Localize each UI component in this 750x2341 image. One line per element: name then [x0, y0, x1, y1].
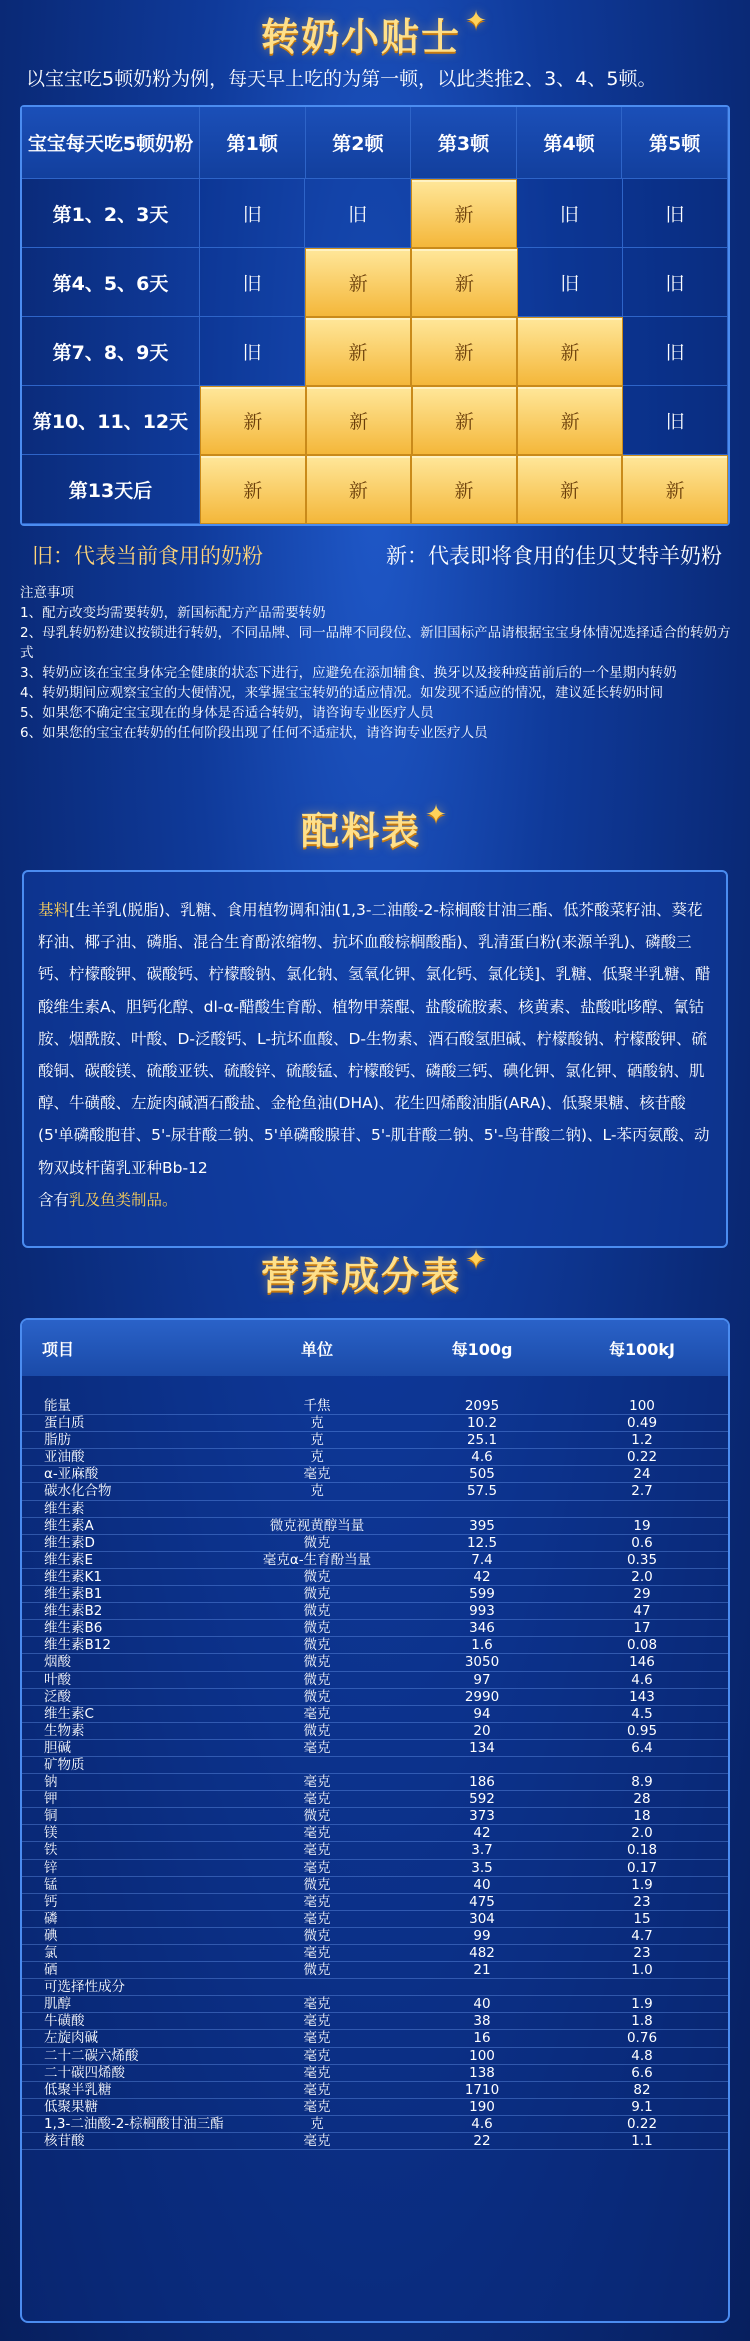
- nutrient-name: 钾: [44, 1791, 58, 1808]
- per-100g-value: 100: [469, 2047, 495, 2064]
- schedule-day-label: 第13天后: [22, 455, 200, 524]
- nutrient-name: 泛酸: [44, 1688, 71, 1705]
- per-100kj-value: 0.49: [626, 1415, 658, 1432]
- nutrient-unit: 微克视黄醇当量: [269, 1517, 365, 1534]
- per-100kj-value: 23: [633, 1945, 651, 1961]
- nutrition-row: [22, 1945, 728, 1962]
- per-100g-value: 3050: [464, 1654, 500, 1671]
- per-100g-value: 138: [469, 2064, 495, 2081]
- nutrient-name: 蛋白质: [44, 1415, 85, 1432]
- per-100g-value: 20: [473, 1722, 491, 1739]
- sparkle-icon: ✦: [425, 800, 449, 830]
- per-100kj-value: 4.8: [631, 2047, 653, 2064]
- nutrient-unit: 毫克: [303, 2098, 331, 2115]
- nutrient-unit: 微克: [303, 1876, 331, 1893]
- schedule-row: [22, 455, 728, 524]
- per-100kj-value: 8.9: [631, 1774, 653, 1791]
- note-item: 3、转奶应该在宝宝身体完全健康的状态下进行，应避免在添加辅食、换牙以及接种疫苗前后的一个星期内转奶: [20, 665, 677, 681]
- nutrition-section-row: [22, 1757, 728, 1774]
- per-100g-value: 134: [469, 1739, 495, 1756]
- nutrient-unit: [232, 1979, 402, 1995]
- per-100kj-value: 0.08: [626, 1637, 658, 1654]
- schedule-row: [22, 248, 728, 317]
- schedule-legend: [32, 540, 722, 570]
- nutrient-name: 铁: [44, 1842, 58, 1859]
- nutrient-unit: 毫克: [303, 1774, 331, 1791]
- per-100kj-value: 23: [633, 1893, 651, 1910]
- nutrient-unit: 微克: [303, 1586, 331, 1603]
- per-100kj-value: 9.1: [631, 2098, 653, 2115]
- per-100kj-value: 4.6: [631, 1671, 653, 1688]
- nutrient-unit: 微克: [303, 1671, 331, 1688]
- nutrient-unit: 克: [310, 1432, 324, 1449]
- tips-intro: 以宝宝吃5顿奶粉为例，每天早上吃的为第一顿，以此类推2、3、4、5顿。: [26, 68, 657, 90]
- nutrition-row: [22, 1928, 728, 1945]
- nutrient-name: 1,3-二油酸-2-棕榈酸甘油三酯: [44, 2115, 224, 2132]
- nutrition-row: [22, 2013, 728, 2030]
- schedule-row: [22, 179, 728, 248]
- nutrient-name: 氯: [44, 1945, 58, 1961]
- per-100g-value: 22: [473, 2133, 491, 2150]
- nutrient-name: 脂肪: [44, 1432, 71, 1449]
- nutrition-row: [22, 1689, 728, 1706]
- schedule-cell-new: 新: [305, 248, 411, 317]
- nutrient-name: 可选择性成分: [44, 1979, 125, 1996]
- nutrition-row: [22, 1398, 728, 1415]
- nutrient-unit: 毫克: [303, 2047, 331, 2064]
- per-100g-value: 3.5: [471, 1859, 493, 1876]
- legend-old: 旧：代表当前食用的奶粉: [32, 544, 263, 568]
- per-100kj-value: 0.6: [631, 1534, 653, 1551]
- per-100g-value: 190: [469, 2098, 495, 2115]
- per-100kj-value: 6.6: [631, 2064, 653, 2081]
- nutrient-name: 磷: [44, 1910, 58, 1927]
- nutrient-unit: 微克: [303, 1534, 331, 1551]
- nutrition-body: [22, 1376, 728, 2150]
- per-100g-value: 475: [469, 1893, 495, 1910]
- nutrient-name: 锰: [44, 1876, 58, 1893]
- note-item: 1、配方改变均需要转奶，新国标配方产品需要转奶: [20, 605, 326, 621]
- per-100g-value: 4.6: [471, 1449, 493, 1466]
- nutrition-row: [22, 1569, 728, 1586]
- legend-new: 新：代表即将食用的佳贝艾特羊奶粉: [386, 544, 722, 568]
- nutrient-unit: 毫克: [303, 1842, 331, 1859]
- nutrition-row: [22, 1518, 728, 1535]
- nutrient-name: 钠: [44, 1774, 58, 1791]
- meal-header: 第5顿: [622, 107, 728, 179]
- per-100kj-value: 1.9: [631, 1876, 653, 1893]
- per-100g-value: 38: [473, 2013, 491, 2030]
- per-100g-value: [402, 1501, 562, 1517]
- nutrient-name: 肌醇: [44, 1996, 71, 2013]
- nutrient-unit: 微克: [303, 1962, 331, 1979]
- per-100g-value: 599: [469, 1586, 495, 1603]
- per-100g-value: 395: [469, 1517, 495, 1534]
- nutrient-name: 碘: [44, 1927, 58, 1944]
- per-100kj-value: 4.7: [631, 1927, 653, 1944]
- schedule-cell-new: 新: [306, 455, 412, 524]
- per-100kj-value: 29: [633, 1586, 651, 1603]
- nutrition-row: [22, 1466, 728, 1483]
- schedule-cell-new: 新: [305, 317, 411, 386]
- nutrient-name: 低聚果糖: [44, 2098, 98, 2115]
- tips-title: 转奶小贴士 ✦: [261, 6, 489, 59]
- nutrient-name: 亚油酸: [44, 1449, 85, 1466]
- nutrient-name: 能量: [44, 1398, 71, 1414]
- nutrition-row: [22, 1535, 728, 1552]
- per-100g-value: 21: [473, 1962, 491, 1979]
- transition-schedule-table: [20, 105, 730, 526]
- nutrition-row: [22, 1894, 728, 1911]
- nutrition-row: [22, 1740, 728, 1757]
- ingredients-contains-text: 乳及鱼类制品。: [69, 1190, 178, 1209]
- per-100kj-value: 28: [633, 1791, 651, 1808]
- nutrient-name: 铜: [44, 1808, 58, 1825]
- nutrient-name: 钙: [44, 1893, 58, 1910]
- per-100g-value: 42: [473, 1825, 491, 1842]
- schedule-cell-old: 旧: [623, 248, 728, 317]
- meal-header: 第2顿: [306, 107, 412, 179]
- nutrient-name: 维生素B2: [44, 1603, 103, 1620]
- nutrient-name: 维生素A: [44, 1517, 94, 1534]
- per-100kj-value: 2.0: [631, 1825, 653, 1842]
- nutrient-unit: 微克: [303, 1654, 331, 1671]
- per-100g-value: 10.2: [466, 1415, 498, 1432]
- note-item: 5、如果您不确定宝宝现在的身体是否适合转奶，请咨询专业医疗人员: [20, 705, 434, 721]
- nutrition-row: [22, 2116, 728, 2133]
- per-100kj-value: 0.35: [626, 1551, 658, 1568]
- nutrient-name: 烟酸: [44, 1654, 71, 1671]
- nutrition-row: [22, 1432, 728, 1449]
- nutrition-row: [22, 2030, 728, 2047]
- nutrient-unit: 毫克α-生育酚当量: [262, 1551, 372, 1568]
- per-100kj-value: [562, 1757, 722, 1773]
- per-100g-value: 2990: [464, 1688, 500, 1705]
- nutrition-row: [22, 1808, 728, 1825]
- nutrition-row: [22, 2133, 728, 2150]
- nutrient-unit: 微克: [303, 1637, 331, 1654]
- nutrient-name: 核苷酸: [44, 2133, 85, 2150]
- col-header-per100kj: 每100kJ: [609, 1339, 675, 1359]
- per-100kj-value: 0.76: [626, 2030, 658, 2047]
- col-header-item: 项目: [42, 1339, 75, 1359]
- per-100kj-value: 0.22: [626, 2115, 658, 2132]
- schedule-cell-new: 新: [411, 248, 517, 317]
- nutrition-row: [22, 2065, 728, 2082]
- nutrition-row: [22, 1911, 728, 1928]
- per-100g-value: [402, 1757, 562, 1773]
- nutrient-name: 锌: [44, 1859, 58, 1876]
- nutrient-unit: 微克: [303, 1568, 331, 1585]
- schedule-cell-old: 旧: [200, 179, 305, 248]
- per-100kj-value: 6.4: [631, 1739, 653, 1756]
- schedule-cell-new: 新: [200, 386, 306, 455]
- nutrient-unit: 毫克: [303, 1791, 331, 1808]
- per-100g-value: 1710: [464, 2081, 500, 2098]
- meal-header: 第1顿: [200, 107, 306, 179]
- nutrient-name: 硒: [44, 1962, 58, 1979]
- nutrient-name: 镁: [44, 1825, 58, 1842]
- nutrient-name: 二十碳四烯酸: [44, 2064, 125, 2081]
- per-100kj-value: 143: [629, 1688, 655, 1705]
- schedule-header-row: [22, 107, 728, 179]
- per-100g-value: 592: [469, 1791, 495, 1808]
- sparkle-icon: ✦: [465, 1245, 489, 1275]
- nutrition-row: [22, 1962, 728, 1979]
- nutrient-name: 矿物质: [44, 1756, 85, 1773]
- nutrient-unit: 微克: [303, 1603, 331, 1620]
- schedule-cell-old: 旧: [200, 317, 305, 386]
- nutrient-unit: 毫克: [303, 1945, 331, 1961]
- per-100g-value: 99: [473, 1927, 491, 1944]
- schedule-cell-new: 新: [200, 455, 306, 524]
- nutrition-row: [22, 1552, 728, 1569]
- schedule-day-label: 第10、11、12天: [22, 386, 200, 455]
- nutrition-row: [22, 1483, 728, 1500]
- nutrition-header-row: [22, 1320, 728, 1376]
- nutrition-row: [22, 1449, 728, 1466]
- notes-heading: 注意事项: [20, 585, 74, 601]
- nutrient-name: 低聚半乳糖: [44, 2081, 112, 2098]
- schedule-cell-new: 新: [306, 386, 412, 455]
- transition-notes: [20, 583, 732, 743]
- nutrient-name: 生物素: [44, 1722, 85, 1739]
- per-100g-value: 993: [469, 1603, 495, 1620]
- schedule-row: [22, 386, 728, 455]
- col-header-per100g: 每100g: [451, 1339, 513, 1359]
- nutrient-name: 左旋肉碱: [44, 2030, 98, 2047]
- nutrition-row: [22, 1825, 728, 1842]
- nutrition-row: [22, 1603, 728, 1620]
- per-100kj-value: 0.17: [626, 1859, 658, 1876]
- per-100kj-value: 1.0: [631, 1962, 653, 1979]
- per-100kj-value: 15: [633, 1910, 651, 1927]
- note-item: 6、如果您的宝宝在转奶的任何阶段出现了任何不适症状，请咨询专业医疗人员: [20, 725, 488, 741]
- nutrient-name: 维生素D: [44, 1534, 95, 1551]
- sparkle-icon: ✦: [465, 6, 489, 36]
- nutrition-row: [22, 1774, 728, 1791]
- per-100g-value: 186: [469, 1774, 495, 1791]
- schedule-cell-old: 旧: [623, 317, 728, 386]
- schedule-cell-old: 旧: [305, 179, 410, 248]
- schedule-cell-old: 旧: [623, 386, 728, 455]
- per-100kj-value: 2.0: [631, 1568, 653, 1585]
- nutrition-section-row: [22, 1979, 728, 1996]
- nutrient-unit: 克: [310, 1449, 324, 1466]
- schedule-cell-new: 新: [517, 455, 623, 524]
- nutrient-unit: 毫克: [303, 1739, 331, 1756]
- nutrition-row: [22, 2082, 728, 2099]
- nutrient-unit: 毫克: [303, 1996, 331, 2013]
- nutrient-unit: 毫克: [303, 2013, 331, 2030]
- nutrition-row: [22, 2048, 728, 2065]
- nutrition-row: [22, 1996, 728, 2013]
- nutrition-row: [22, 2099, 728, 2116]
- nutrient-unit: 微克: [303, 1927, 331, 1944]
- per-100g-value: 42: [473, 1568, 491, 1585]
- per-100kj-value: [562, 1979, 722, 1995]
- schedule-cell-old: 旧: [623, 179, 728, 248]
- nutrient-unit: 千焦: [303, 1398, 331, 1414]
- meal-header: 第3顿: [411, 107, 517, 179]
- per-100g-value: 94: [473, 1705, 491, 1722]
- nutrient-name: 胆碱: [44, 1739, 71, 1756]
- per-100g-value: 40: [473, 1996, 491, 2013]
- per-100g-value: 482: [469, 1945, 495, 1961]
- nutrition-row: [22, 1654, 728, 1671]
- schedule-row: [22, 317, 728, 386]
- per-100g-value: 57.5: [466, 1483, 498, 1500]
- per-100kj-value: 24: [633, 1466, 651, 1483]
- nutrient-unit: 毫克: [303, 2081, 331, 2098]
- nutrient-unit: 毫克: [303, 1705, 331, 1722]
- schedule-cell-new: 新: [411, 455, 517, 524]
- nutrient-name: 碳水化合物: [44, 1483, 112, 1500]
- schedule-cell-new: 新: [411, 179, 517, 248]
- per-100kj-value: 100: [629, 1398, 655, 1414]
- nutrient-unit: 微克: [303, 1620, 331, 1637]
- nutrient-unit: 克: [310, 1483, 324, 1500]
- nutrition-row: [22, 1877, 728, 1894]
- schedule-body: [22, 179, 728, 524]
- per-100g-value: 25.1: [466, 1432, 498, 1449]
- per-100kj-value: 146: [629, 1654, 655, 1671]
- per-100g-value: [402, 1979, 562, 1995]
- nutrient-unit: 毫克: [303, 1859, 331, 1876]
- per-100g-value: 16: [473, 2030, 491, 2047]
- schedule-cell-new: 新: [622, 455, 728, 524]
- per-100g-value: 4.6: [471, 2115, 493, 2132]
- nutrient-unit: 微克: [303, 1722, 331, 1739]
- nutrient-name: 维生素K1: [44, 1568, 102, 1585]
- nutrition-title: 营养成分表 ✦: [261, 1245, 489, 1298]
- nutrient-unit: 毫克: [303, 2064, 331, 2081]
- per-100g-value: 346: [469, 1620, 495, 1637]
- schedule-day-label: 第7、8、9天: [22, 317, 200, 386]
- nutrient-unit: [232, 1501, 402, 1517]
- nutrient-unit: 毫克: [303, 1825, 331, 1842]
- nutrient-name: 维生素E: [44, 1551, 94, 1568]
- nutrient-unit: 微克: [303, 1688, 331, 1705]
- ingredients-panel: [22, 870, 728, 1248]
- per-100kj-value: 19: [633, 1517, 651, 1534]
- per-100g-value: 97: [473, 1671, 491, 1688]
- per-100g-value: 373: [469, 1808, 495, 1825]
- per-100g-value: 304: [469, 1910, 495, 1927]
- nutrition-row: [22, 1791, 728, 1808]
- per-100kj-value: 17: [633, 1620, 651, 1637]
- nutrient-unit: 克: [310, 2115, 324, 2132]
- nutrition-row: [22, 1672, 728, 1689]
- nutrition-row: [22, 1586, 728, 1603]
- ingredients-lead: 基料: [38, 901, 70, 919]
- schedule-day-label: 第4、5、6天: [22, 248, 200, 317]
- nutrient-unit: 克: [310, 1415, 324, 1432]
- nutrient-name: 维生素B6: [44, 1620, 103, 1637]
- nutrition-row: [22, 1842, 728, 1859]
- per-100kj-value: 82: [633, 2081, 651, 2098]
- per-100g-value: 1.6: [471, 1637, 493, 1654]
- nutrient-unit: 微克: [303, 1808, 331, 1825]
- nutrient-name: 维生素B1: [44, 1586, 103, 1603]
- meal-header: 第4顿: [517, 107, 623, 179]
- nutrient-unit: 毫克: [303, 1466, 331, 1483]
- schedule-cell-new: 新: [517, 317, 623, 386]
- per-100kj-value: [562, 1501, 722, 1517]
- per-100g-value: 3.7: [471, 1842, 493, 1859]
- per-100g-value: 7.4: [471, 1551, 493, 1568]
- per-100g-value: 2095: [464, 1398, 500, 1414]
- schedule-cell-old: 旧: [517, 179, 622, 248]
- nutrition-section-row: [22, 1501, 728, 1518]
- schedule-corner-label: 宝宝每天吃5顿奶粉: [22, 107, 200, 179]
- note-item: 4、转奶期间应观察宝宝的大便情况，来掌握宝宝转奶的适应情况。如发现不适应的情况，建议延长转奶时间: [20, 685, 664, 701]
- per-100kj-value: 18: [633, 1808, 651, 1825]
- nutrition-row: [22, 1706, 728, 1723]
- nutrition-table: [20, 1318, 730, 2323]
- schedule-cell-old: 旧: [518, 248, 623, 317]
- nutrient-name: 牛磺酸: [44, 2013, 85, 2030]
- per-100kj-value: 0.18: [626, 1842, 658, 1859]
- col-header-unit: 单位: [300, 1339, 333, 1359]
- per-100kj-value: 1.8: [631, 2013, 653, 2030]
- nutrient-name: 维生素C: [44, 1705, 94, 1722]
- per-100g-value: 505: [469, 1466, 495, 1483]
- schedule-cell-new: 新: [517, 386, 623, 455]
- schedule-cell-old: 旧: [200, 248, 305, 317]
- ingredients-text: [生羊乳(脱脂)、乳糖、食用植物调和油(1,3-二油酸-2-棕榈酸甘油三酯、低芥酸菜籽油、葵花籽油、椰子油、磷脂、混合生育酚浓缩物、抗坏血酸棕榈酸酯)、乳清蛋白粉(来源羊乳)、磷酸三钙、柠檬酸钾、碳酸钙、柠檬酸钠、氯化钠、氢氧化钾、氯化钙、氯化镁]、乳糖、低聚半乳糖、醋酸维生素A、胆钙化醇、dl-α-醋酸生育酚、植物甲萘醌、盐酸硫胺素、核黄素、盐酸吡哆醇、氰钴胺、烟酰胺、叶酸、D-泛酸钙、L-抗坏血酸、D-生物素、酒石酸氢胆碱、柠檬酸钠、柠檬酸钾、硫酸铜、碳酸镁、硫酸亚铁、硫酸锌、硫酸锰、柠檬酸钙、磷酸三钙、碘化钾、氯化钾、硒酸钠、肌醇、牛磺酸、左旋肉碱酒石酸盐、金枪鱼油(DHA)、花生四烯酸油脂(ARA)、低聚果糖、核苷酸(5'单磷酸胞苷、5'-尿苷酸二钠、5'单磷酸腺苷、5'-肌苷酸二钠、5'-鸟苷酸二钠)、L-苯丙氨酸、动物双歧杆菌乳亚种Bb-12: [38, 901, 711, 1177]
- per-100g-value: 12.5: [466, 1534, 498, 1551]
- per-100kj-value: 47: [633, 1603, 651, 1620]
- nutrient-unit: 毫克: [303, 2030, 331, 2047]
- per-100kj-value: 1.9: [631, 1996, 653, 2013]
- ingredients-title: 配料表 ✦: [301, 800, 449, 853]
- nutrient-name: α-亚麻酸: [44, 1466, 99, 1483]
- per-100kj-value: 4.5: [631, 1705, 653, 1722]
- schedule-day-label: 第1、2、3天: [22, 179, 200, 248]
- nutrient-name: 维生素B12: [44, 1637, 111, 1654]
- nutrient-name: 叶酸: [44, 1671, 71, 1688]
- nutrition-row: [22, 1723, 728, 1740]
- nutrition-row: [22, 1415, 728, 1432]
- per-100kj-value: 0.22: [626, 1449, 658, 1466]
- per-100g-value: 40: [473, 1876, 491, 1893]
- nutrient-name: 维生素: [44, 1500, 85, 1517]
- per-100kj-value: 1.1: [631, 2133, 653, 2150]
- nutrient-name: 二十二碳六烯酸: [44, 2047, 139, 2064]
- nutrition-row: [22, 1637, 728, 1654]
- per-100kj-value: 1.2: [631, 1432, 653, 1449]
- ingredients-contains-prefix: 含有: [38, 1190, 70, 1209]
- nutrient-unit: 毫克: [303, 1893, 331, 1910]
- nutrient-unit: 毫克: [303, 1910, 331, 1927]
- per-100kj-value: 0.95: [626, 1722, 658, 1739]
- note-item: 2、母乳转奶粉建议按锁进行转奶，不同品牌、同一品牌不同段位、新旧国标产品请根据宝宝身体情况选择适合的转奶方式: [20, 625, 731, 661]
- nutrition-row: [22, 1620, 728, 1637]
- per-100kj-value: 2.7: [631, 1483, 653, 1500]
- nutrient-unit: 毫克: [303, 2133, 331, 2150]
- schedule-cell-new: 新: [411, 317, 517, 386]
- schedule-cell-new: 新: [412, 386, 518, 455]
- nutrient-unit: [232, 1757, 402, 1773]
- nutrition-row: [22, 1860, 728, 1877]
